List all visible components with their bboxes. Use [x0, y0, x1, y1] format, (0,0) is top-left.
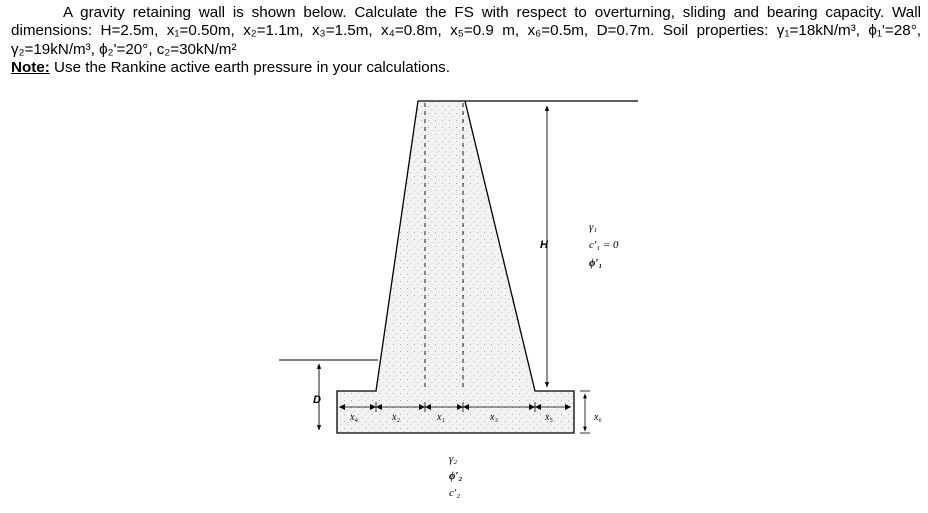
problem-statement: A gravity retaining wall is shown below. Calculate the FS with respect to overturning, sliding and bearing capacity. Wall dimensions: H=2.5m, x₁=0.50m, x₂=1.1m, x₃=1.5m, x₄=0.8m, x₅=0.9 m, x₆=0.5m, D=0.7m. Soil properties: γ₁=18kN/m³, ϕ₁'=28°, γ₂=19kN/m³, ϕ₂'=20°, c₂=30kN/m² — [11, 4, 921, 58]
h-dimension-label: H — [540, 239, 548, 251]
x2-label: x₂ — [392, 412, 400, 423]
x1-label: x₁ — [437, 412, 445, 423]
c2-label: c′₂ — [449, 487, 461, 499]
x5-label: x₅ — [545, 412, 553, 423]
note-label: Note: — [11, 59, 50, 77]
note-text: Use the Rankine active earth pressure in your calculations. — [49, 59, 450, 77]
phi1-label: ϕ′₁ — [589, 257, 603, 269]
wall-body — [337, 101, 574, 433]
c1-label: c′₁ = 0 — [589, 239, 619, 251]
x3-label: x₃ — [490, 412, 498, 423]
x4-label: x₄ — [350, 412, 358, 423]
phi2-label: ϕ′₂ — [449, 470, 463, 482]
gamma2-label: γ₂ — [449, 453, 458, 465]
gamma1-label: γ₁ — [589, 221, 598, 233]
x6-label: x₆ — [594, 412, 602, 423]
d-dimension-label: D — [313, 394, 321, 406]
